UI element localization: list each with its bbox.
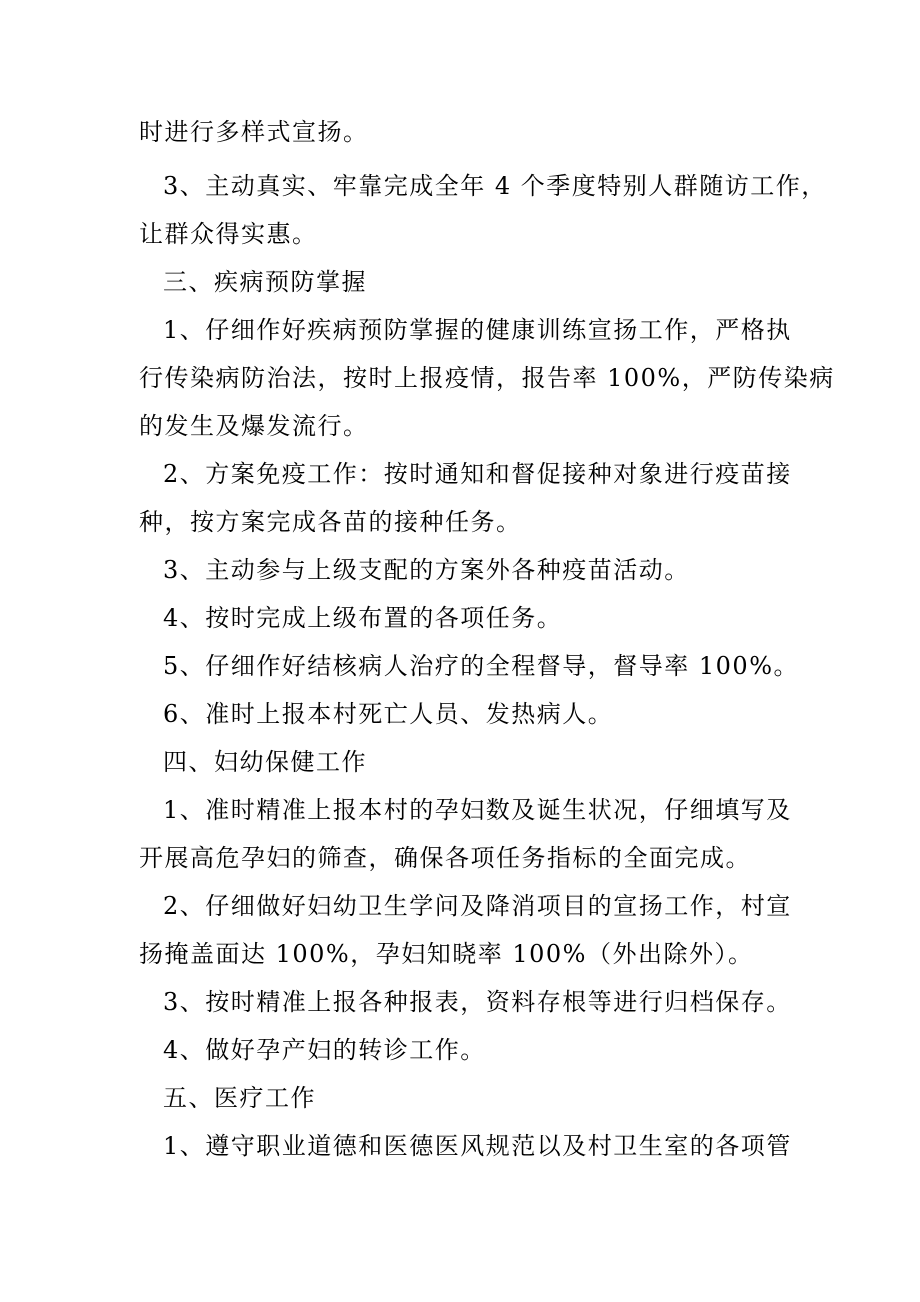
paragraph-line: 3、主动参与上级支配的方案外各种疫苗活动。 <box>163 556 690 584</box>
paragraph-line: 1、准时精准上报本村的孕妇数及诞生状况，仔细填写及 <box>163 796 792 824</box>
section-heading: 四、妇幼保健工作 <box>163 748 367 776</box>
section-heading: 三、疾病预防掌握 <box>163 268 367 296</box>
section-heading: 五、医疗工作 <box>163 1084 316 1112</box>
paragraph-line: 种，按方案完成各苗的接种任务。 <box>139 508 522 536</box>
paragraph-line: 2、仔细做好妇幼卫生学问及降消项目的宣扬工作，村宣 <box>163 892 792 920</box>
paragraph-line: 6、准时上报本村死亡人员、发热病人。 <box>163 700 614 728</box>
paragraph-line: 扬掩盖面达 100%，孕妇知晓率 100%（外出除外）。 <box>139 940 754 968</box>
paragraph-line: 时进行多样式宣扬。 <box>139 118 369 146</box>
paragraph-line: 开展高危孕妇的筛查，确保各项任务指标的全面完成。 <box>139 844 751 872</box>
paragraph-line: 1、仔细作好疾病预防掌握的健康训练宣扬工作，严格执 <box>163 316 792 344</box>
paragraph-line: 4、按时完成上级布置的各项任务。 <box>163 604 563 632</box>
paragraph-line: 3、按时精准上报各种报表，资料存根等进行归档保存。 <box>163 988 792 1016</box>
paragraph-line: 行传染病防治法，按时上报疫情，报告率 100%，严防传染病 <box>139 364 835 392</box>
paragraph-line: 5、仔细作好结核病人治疗的全程督导，督导率 100%。 <box>163 652 800 680</box>
paragraph-line: 的发生及爆发流行。 <box>139 412 369 440</box>
paragraph-line: 4、做好孕产妇的转诊工作。 <box>163 1036 486 1064</box>
paragraph-line: 2、方案免疫工作：按时通知和督促接种对象进行疫苗接 <box>163 460 792 488</box>
paragraph-line: 1、遵守职业道德和医德医风规范以及村卫生室的各项管 <box>163 1132 792 1160</box>
paragraph-line: 3、主动真实、牢靠完成全年 4 个季度特别人群随访工作， <box>163 172 827 200</box>
paragraph-line: 让群众得实惠。 <box>139 220 318 248</box>
